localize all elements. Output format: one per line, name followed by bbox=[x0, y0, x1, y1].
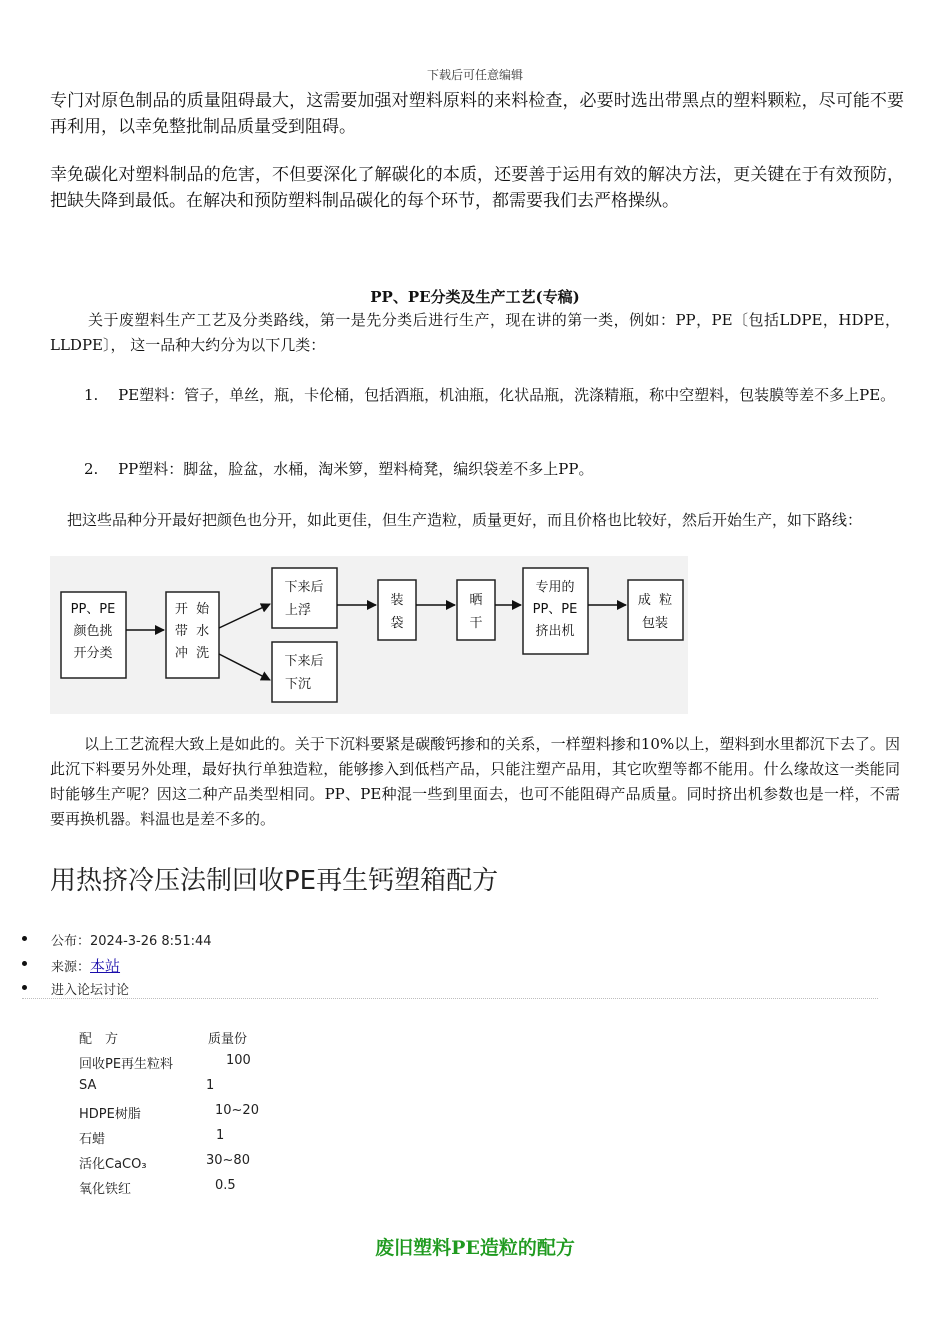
formula-header-row bbox=[79, 1028, 248, 1047]
formula-ingredient: 石蜡 bbox=[79, 1132, 106, 1147]
flow-box-dry-line-1: 晒 bbox=[469, 593, 483, 608]
flow-arrow-2 bbox=[219, 604, 270, 628]
meta-publish-text: 公布：2024-3-26 8:51:44 bbox=[51, 934, 212, 949]
page-header-note: 下载后可任意编辑 bbox=[426, 68, 523, 82]
meta-source-label: 来源： bbox=[51, 960, 91, 975]
formula-ingredient: 活化CaCO₃ bbox=[79, 1157, 147, 1172]
article-2-heading: 用热挤冷压法制回收PE再生钙塑箱配方 bbox=[50, 866, 499, 896]
formula-amount: 30~80 bbox=[206, 1153, 250, 1168]
flow-box-float bbox=[272, 568, 337, 628]
flow-box-pack-line-2: 包装 bbox=[641, 616, 669, 631]
formula-row bbox=[79, 1078, 215, 1093]
article-paragraph-2: 把这些品种分开最好把颜色也分开，如此更佳，但生产造粒，质量更好，而且价格也比较好，然后开始生产，如下路线： bbox=[67, 511, 863, 529]
list-item-pe: 1. PE塑料：管子，单丝，瓶，卡伦桶，包括酒瓶，机油瓶，化状品瓶，洗涤精瓶，称中空塑料，包装膜等差不多上PE。 bbox=[84, 386, 896, 404]
formula-header-name: 配 方 bbox=[79, 1032, 119, 1047]
formula-ingredient: HDPE树脂 bbox=[79, 1107, 141, 1122]
formula-header-value: 质量份 bbox=[208, 1032, 248, 1047]
list-item-pp: 2. PP塑料：脚盆，脸盆，水桶，淘米箩，塑料椅凳，编织袋差不多上PP。 bbox=[84, 460, 594, 478]
formula-ingredient: SA bbox=[79, 1078, 97, 1093]
formula-ingredient: 回收PE再生粒料 bbox=[79, 1057, 174, 1072]
source-link[interactable]: 本站 bbox=[90, 957, 121, 975]
formula-amount: 10~20 bbox=[215, 1103, 259, 1118]
flow-box-dry-line-2: 干 bbox=[469, 616, 483, 631]
bullet-icon bbox=[22, 936, 27, 941]
flow-box-float-line-2: 上浮 bbox=[284, 603, 312, 618]
flow-box-sink-line-1: 下来后 bbox=[284, 654, 324, 669]
formula-amount: 1 bbox=[216, 1128, 225, 1143]
divider bbox=[22, 998, 878, 999]
article-paragraph-3: 以上工艺流程大致上是如此的。关于下沉料要紧是碳酸钙掺和的关系，一样塑料掺和10%以上，塑料到水里都沉下去了。因此沉下料要另外处理，最好执行单独造粒，能够掺入到低档产品，只能注塑产品用，其它吹塑等都不能用。什么缘故这一类能同时能够生产呢？因这二种产品类型相同。PP、PE种混一些到里面去，也可不能阻碍产品质量。同时挤出机参数也是一样，不需要再换机器。料温也是差不多的。 bbox=[50, 735, 900, 828]
flow-box-wash-line-3: 冲 洗 bbox=[174, 646, 210, 661]
intro-paragraph-2: 幸免碳化对塑料制品的危害，不但要深化了解碳化的本质，还要善于运用有效的解决方法，更关键在于有效预防，把缺失降到最低。在解决和预防塑料制品碳化的每个环节，都需要我们去严格操纵。 bbox=[50, 165, 904, 211]
flow-box-dry bbox=[457, 580, 495, 640]
flow-box-bag bbox=[378, 580, 416, 640]
flow-arrow-3 bbox=[219, 654, 270, 680]
flow-box-sort-line-1: PP、PE bbox=[70, 602, 116, 617]
article-3-heading: 废旧塑料PE造粒的配方 bbox=[375, 1237, 575, 1259]
flow-box-sink-line-2: 下沉 bbox=[284, 677, 312, 692]
formula-amount: 0.5 bbox=[215, 1178, 236, 1193]
flow-box-pack bbox=[628, 580, 683, 640]
flow-box-wash-line-2: 带 水 bbox=[174, 624, 210, 639]
formula-row bbox=[79, 1103, 259, 1122]
flow-box-extruder-line-1: 专用的 bbox=[535, 580, 575, 595]
intro-paragraph-1: 专门对原色制品的质量阻碍最大，这需要加强对塑料原料的来料检查，必要时选出带黑点的塑料颗粒，尽可能不要再利用，以幸免整批制品质量受到阻碍。 bbox=[50, 91, 904, 137]
bullet-icon bbox=[22, 985, 27, 990]
formula-row bbox=[79, 1153, 250, 1172]
bullet-icon bbox=[22, 961, 27, 966]
flow-box-bag-line-1: 装 bbox=[390, 593, 404, 608]
flow-box-sort-line-3: 开分类 bbox=[73, 646, 113, 661]
formula-ingredient: 氧化铁红 bbox=[79, 1182, 132, 1197]
forum-discussion-link[interactable]: 进入论坛讨论 bbox=[51, 983, 130, 998]
formula-amount: 1 bbox=[206, 1078, 215, 1093]
flow-box-bag-line-2: 袋 bbox=[390, 616, 404, 631]
flow-box-sort-line-2: 颜色挑 bbox=[73, 624, 113, 639]
formula-row bbox=[79, 1053, 251, 1072]
flow-box-wash-line-1: 开 始 bbox=[174, 602, 210, 617]
flow-box-pack-line-1: 成 粒 bbox=[637, 593, 673, 608]
process-flow-diagram bbox=[50, 556, 688, 714]
flow-box-extruder-line-3: 挤出机 bbox=[535, 624, 575, 639]
flow-box-sink bbox=[272, 642, 337, 702]
flow-box-float-line-1: 下来后 bbox=[284, 580, 324, 595]
article-paragraph-1: 关于废塑料生产工艺及分类路线，第一是先分类后进行生产，现在讲的第一类，例如：PP，PE〔包括LDPE，HDPE，LLDPE〕， 这一品种大约分为以下几类： bbox=[50, 311, 900, 354]
formula-amount: 100 bbox=[226, 1053, 251, 1068]
formula-row bbox=[79, 1178, 236, 1197]
formula-row bbox=[79, 1128, 225, 1147]
article-title-pp-pe: PP、PE分类及生产工艺(专稿) bbox=[370, 288, 580, 306]
flow-box-extruder-line-2: PP、PE bbox=[532, 602, 578, 617]
